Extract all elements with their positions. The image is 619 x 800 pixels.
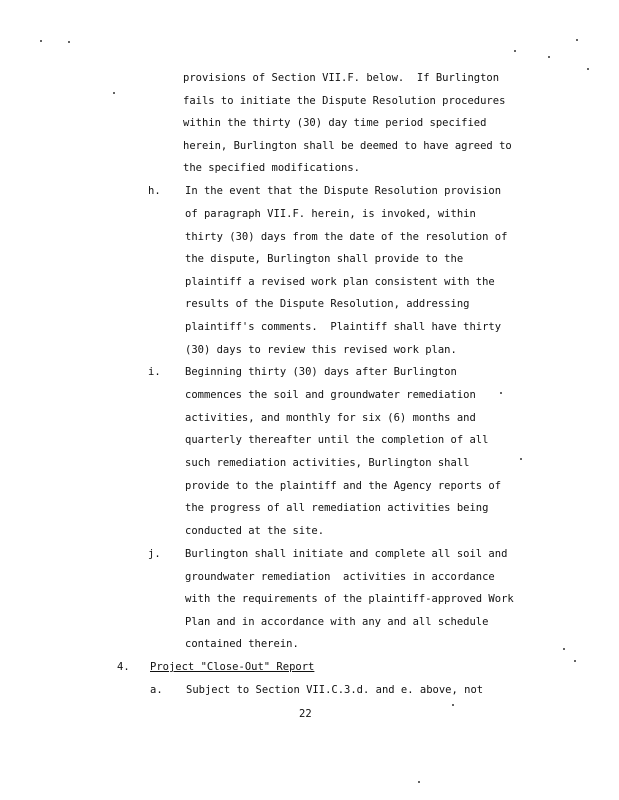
item-label-a: a.	[150, 684, 163, 696]
text-line: groundwater remediation activities in accordance	[185, 571, 495, 583]
text-line: the progress of all remediation activities being	[185, 502, 489, 514]
scan-speck	[418, 781, 420, 783]
item-label-i: i.	[148, 366, 161, 378]
text-line: the dispute, Burlington shall provide to the	[185, 253, 464, 265]
scan-speck	[514, 50, 516, 52]
text-line: commences the soil and groundwater remediation	[185, 389, 476, 401]
text-line: with the requirements of the plaintiff-approved Work	[185, 593, 514, 605]
scan-speck	[520, 458, 522, 460]
text-line: Subject to Section VII.C.3.d. and e. above, not	[186, 684, 484, 696]
scan-speck	[40, 40, 42, 42]
text-line: In the event that the Dispute Resolution provision	[185, 185, 502, 197]
item-label-j: j.	[148, 548, 161, 560]
text-line: plaintiff's comments. Plaintiff shall have thirty	[185, 321, 502, 333]
text-line: Plan and in accordance with any and all schedule	[185, 616, 489, 628]
text-line: activities, and monthly for six (6) months and	[185, 412, 476, 424]
text-line: the specified modifications.	[183, 162, 361, 174]
scan-speck	[574, 660, 576, 662]
section-number: 4.	[117, 661, 130, 673]
section-heading: Project "Close-Out" Report	[150, 661, 315, 673]
text-line: quarterly thereafter until the completion of all	[185, 434, 489, 446]
text-line: plaintiff a revised work plan consistent with the	[185, 276, 495, 288]
text-line: (30) days to review this revised work plan.	[185, 344, 457, 356]
text-line: Beginning thirty (30) days after Burlington	[185, 366, 457, 378]
text-line: provisions of Section VII.F. below. If Burlington	[183, 72, 500, 84]
scan-speck	[587, 68, 589, 70]
text-line: conducted at the site.	[185, 525, 325, 537]
scan-speck	[548, 56, 550, 58]
text-line: fails to initiate the Dispute Resolution procedures	[183, 95, 506, 107]
page-number: 22	[299, 708, 312, 720]
text-line: Burlington shall initiate and complete all soil and	[185, 548, 508, 560]
scan-speck	[576, 39, 578, 41]
scan-speck	[500, 392, 502, 394]
text-line: within the thirty (30) day time period specified	[183, 117, 487, 129]
text-line: of paragraph VII.F. herein, is invoked, within	[185, 208, 476, 220]
text-line: results of the Dispute Resolution, addressing	[185, 298, 470, 310]
scan-speck	[452, 704, 454, 706]
text-line: herein, Burlington shall be deemed to have agreed to	[183, 140, 512, 152]
item-label-h: h.	[148, 185, 161, 197]
scan-speck	[113, 92, 115, 94]
text-line: such remediation activities, Burlington shall	[185, 457, 470, 469]
text-line: provide to the plaintiff and the Agency reports of	[185, 480, 502, 492]
scan-speck	[68, 41, 70, 43]
text-line: thirty (30) days from the date of the resolution of	[185, 231, 508, 243]
scan-speck	[563, 648, 565, 650]
text-line: contained therein.	[185, 638, 299, 650]
